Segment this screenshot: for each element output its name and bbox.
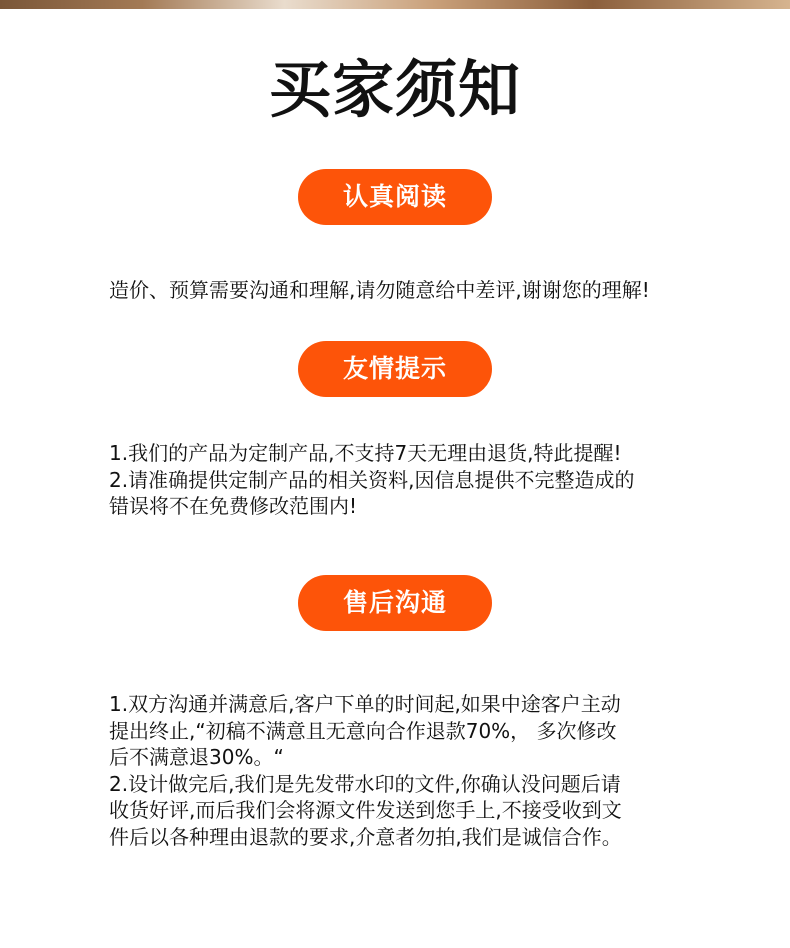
text-line: 件后以各种理由退款的要求,介意者勿拍,我们是诚信合作。 <box>109 824 622 849</box>
section-friendly-reminder-text <box>109 440 709 520</box>
text-line: 2.请准确提供定制产品的相关资料,因信息提供不完整造成的 <box>109 467 635 492</box>
text-line: 提出终止,“初稿不满意且无意向合作退款70%， 多次修改 <box>109 718 617 743</box>
text-line: 收货好评,而后我们会将源文件发送到您手上,不接受收到文 <box>109 798 622 822</box>
section-read-carefully-text <box>109 277 709 304</box>
page-title: 买家须知 <box>268 53 521 126</box>
badge-after-sales: 售后沟通 <box>298 575 492 631</box>
text-line: 造价、预算需要沟通和理解,请勿随意给中差评,谢谢您的理解! <box>109 278 650 302</box>
text-line: 错误将不在免费修改范围内! <box>109 494 358 518</box>
text-line: 1.我们的产品为定制产品,不支持7天无理由退货,特此提醒! <box>109 441 622 465</box>
section-after-sales-text <box>109 691 709 850</box>
badge-friendly-reminder: 友情提示 <box>298 341 492 397</box>
text-line: 2.设计做完后,我们是先发带水印的文件,你确认没问题后请 <box>109 771 621 796</box>
badge-read-carefully: 认真阅读 <box>298 169 492 225</box>
text-line: 1.双方沟通并满意后,客户下单的时间起,如果中途客户主动 <box>109 692 621 716</box>
text-line: 后不满意退30%。“ <box>109 745 284 769</box>
top-photo-strip <box>0 0 790 9</box>
